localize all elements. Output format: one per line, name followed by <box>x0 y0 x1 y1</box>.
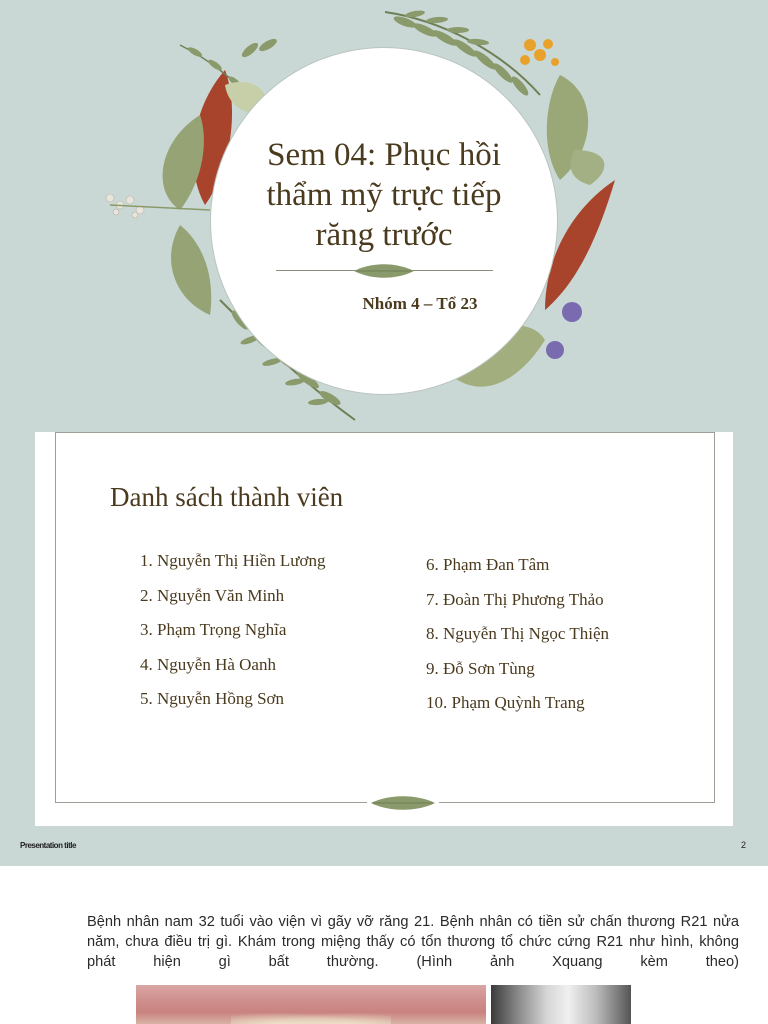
slide-title <box>228 135 540 255</box>
members-card <box>35 432 733 826</box>
case-description: Bệnh nhân nam 32 tuổi vào viện vì gãy vỡ răng 21. Bệnh nhân có tiền sử chấn thương R21 nửa năm, chưa điều trị gì. Khám trong miệng thấy có tổn thương tổ chức cứng R21 như hình, không phát hiện gì bất thường. (Hình ảnh Xquang kèm theo) <box>87 914 739 970</box>
list-item: 7. Đoàn Thị Phương Thảo <box>426 589 604 609</box>
leaf-right-small <box>570 150 604 185</box>
list-item: 6. Phạm Đan Tâm <box>426 555 550 574</box>
list-item: 2. Nguyễn Văn Minh <box>140 585 285 605</box>
leaf-right-red <box>545 180 615 310</box>
footer-presentation-title: Presentation title <box>20 841 76 850</box>
leaf-divider-icon <box>367 794 439 812</box>
list-item: 1. Nguyễn Thị Hiền Lương <box>140 551 326 570</box>
leaf-left-green <box>163 115 204 210</box>
member-list-right <box>426 554 609 727</box>
members-heading: Danh sách thành viên <box>110 482 344 512</box>
white-flowers-left <box>106 194 210 218</box>
case-slide <box>0 866 768 1024</box>
members-slide <box>0 432 768 866</box>
footer-page-number: 2 <box>741 840 747 850</box>
purple-flowers <box>546 302 582 359</box>
leaf-divider-icon <box>352 262 416 280</box>
list-item: 8. Nguyễn Thị Ngọc Thiện <box>426 624 610 643</box>
leaf-left-lower <box>171 225 211 315</box>
title-line-3: răng trước <box>315 217 453 253</box>
xray-image <box>491 985 631 1024</box>
list-item: 4. Nguyễn Hà Oanh <box>140 654 276 674</box>
orange-flowers <box>520 39 559 66</box>
list-item: 5. Nguyễn Hồng Sơn <box>140 689 285 708</box>
slide-subtitle: Nhóm 4 – Tổ 23 <box>362 294 478 313</box>
intraoral-photo <box>136 985 486 1024</box>
list-item: 3. Phạm Trọng Nghĩa <box>140 620 287 639</box>
title-slide <box>0 0 768 432</box>
card-frame <box>55 432 715 803</box>
member-list-left <box>140 550 326 723</box>
title-line-2: thẩm mỹ trực tiếp <box>266 177 502 213</box>
list-item: 9. Đỗ Sơn Tùng <box>426 658 535 678</box>
list-item: 10. Phạm Quỳnh Trang <box>426 693 585 712</box>
title-line-1: Sem 04: Phục hồi <box>267 137 501 173</box>
